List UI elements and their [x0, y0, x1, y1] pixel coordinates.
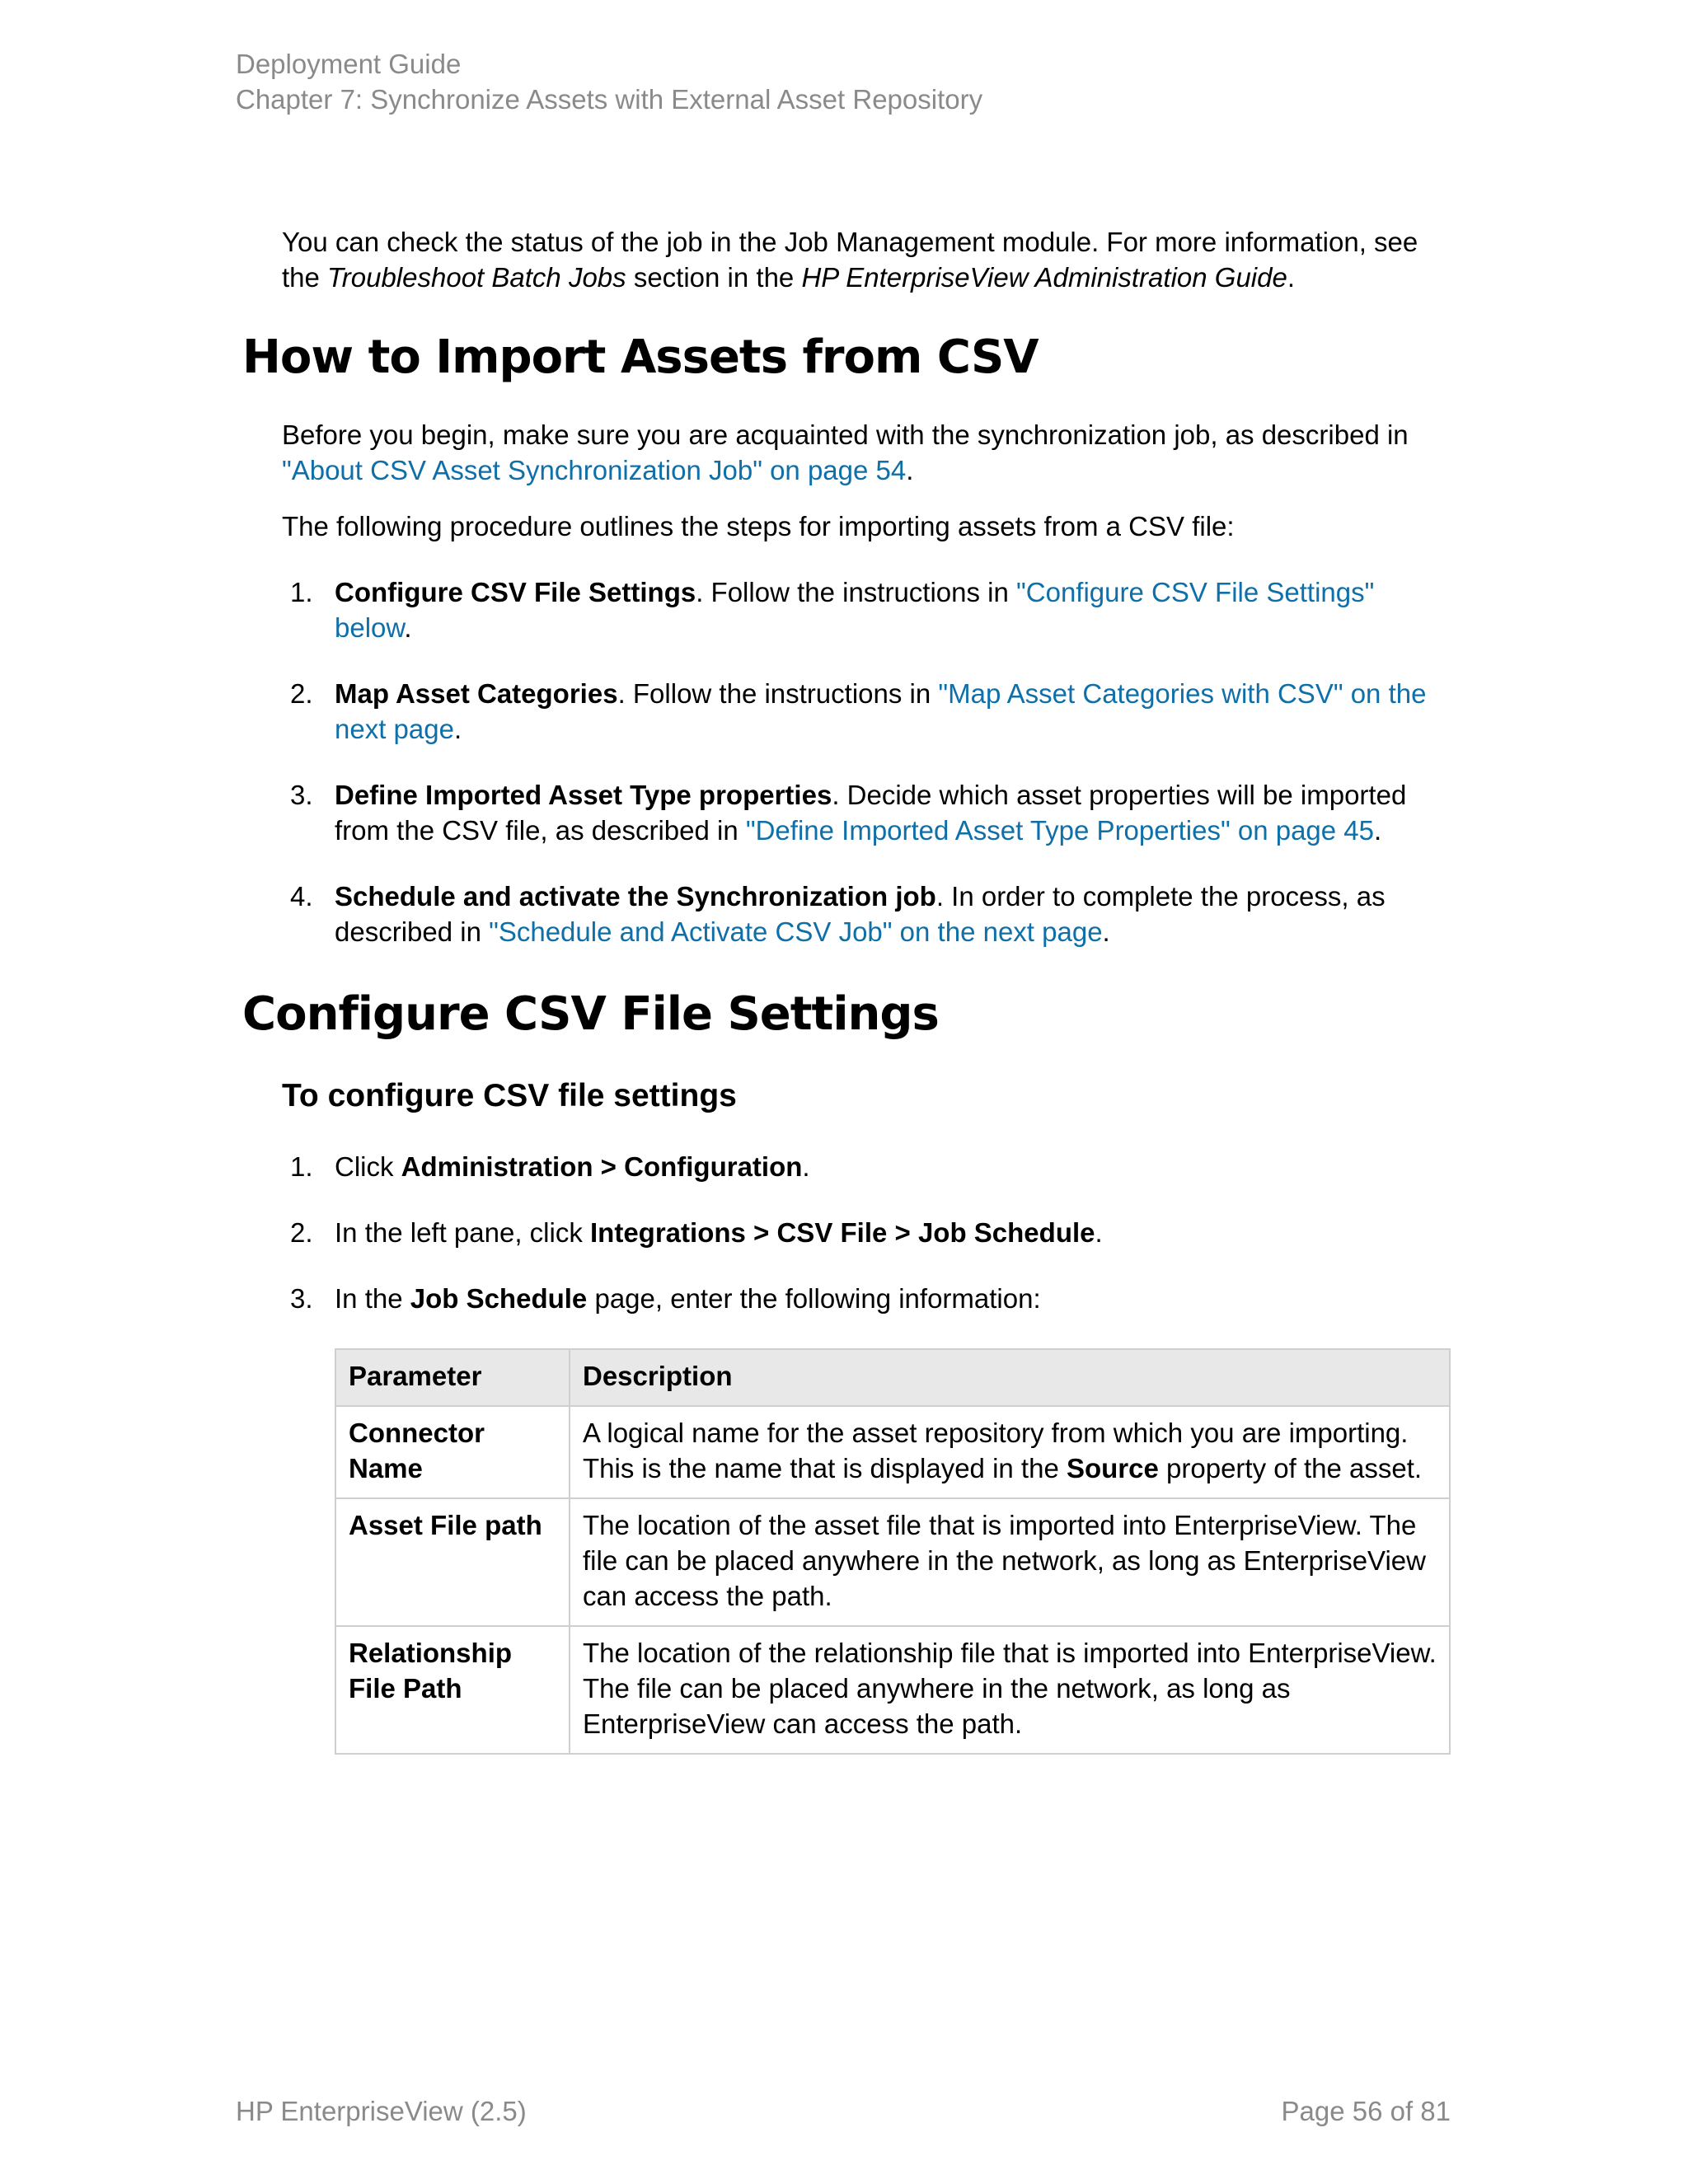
desc-text: A logical name for the asset repository from which you are importing. This is the name that is displayed in the: [583, 1418, 1409, 1483]
step-pre: In the: [335, 1283, 410, 1314]
step-post: .: [1095, 1217, 1103, 1248]
step-post: .: [802, 1151, 810, 1182]
table-header-row: [335, 1349, 1450, 1406]
link-define-asset-type-properties[interactable]: "Define Imported Asset Type Properties" on page 45: [745, 815, 1375, 846]
step-text: . In order to complete the process, as described in: [335, 881, 1386, 947]
footer-product: HP EnterpriseView (2.5): [236, 2096, 527, 2126]
intro-text-3: .: [1287, 262, 1296, 293]
step-pre: Click: [335, 1151, 401, 1182]
section1-para1-text: Before you begin, make sure you are acquainted with the synchronization job, as described in: [282, 419, 1409, 450]
param-description: [570, 1498, 1450, 1626]
step-pre: In the left pane, click: [335, 1217, 591, 1248]
intro-paragraph: [282, 224, 1452, 295]
step-number: 2.: [290, 678, 313, 709]
column-header-parameter: Parameter: [335, 1349, 570, 1406]
intro-text-1: You can check the status of the job in the Job Management module. For more information, see the: [282, 227, 1418, 293]
param-name: Asset File path: [335, 1498, 570, 1626]
desc-text: The location of the relationship file that is imported into EnterpriseView. The file can be placed anywhere in the network, as long as EnterpriseView can access the path.: [583, 1638, 1437, 1739]
step-end: .: [404, 612, 412, 643]
step-text: . Follow the instructions in: [617, 678, 939, 709]
desc-text: The location of the asset file that is imported into EnterpriseView. The file can be placed anywhere in the network, as long as EnterpriseView can access the path.: [583, 1510, 1426, 1611]
section1-paragraph-1: [282, 417, 1452, 488]
header-chapter-title: Chapter 7: Synchronize Assets with External Asset Repository: [236, 84, 983, 115]
step-number: 2.: [290, 1217, 313, 1248]
param-name: Connector Name: [335, 1406, 570, 1498]
step-post: page, enter the following information:: [587, 1283, 1041, 1314]
step-title: Schedule and activate the Synchronization job: [335, 881, 936, 912]
param-name: Relationship File Path: [335, 1626, 570, 1754]
step-number: 4.: [290, 881, 313, 912]
table-row: [335, 1498, 1450, 1626]
step-end: .: [1374, 815, 1382, 846]
running-header: [236, 46, 982, 117]
step-menu-path: Administration > Configuration: [401, 1151, 803, 1182]
link-about-csv-job[interactable]: "About CSV Asset Synchronization Job" on page 54: [282, 455, 907, 485]
step-text: . Follow the instructions in: [696, 577, 1017, 607]
param-description: [570, 1626, 1450, 1754]
desc-bold: Source: [1066, 1453, 1159, 1483]
link-schedule-activate-csv-job[interactable]: "Schedule and Activate CSV Job" on the next page: [489, 916, 1103, 947]
step-title: Configure CSV File Settings: [335, 577, 696, 607]
intro-italic-2: HP EnterpriseView Administration Guide: [801, 262, 1287, 293]
table-row: [335, 1406, 1450, 1498]
link-map-asset-categories[interactable]: "Map Asset Categories with CSV" on the next page: [335, 678, 1427, 744]
step-number: 3.: [290, 1283, 313, 1314]
table-row: [335, 1626, 1450, 1754]
column-header-description: Description: [570, 1349, 1450, 1406]
step-menu-path: Integrations > CSV File > Job Schedule: [590, 1217, 1095, 1248]
footer-page-number: Page 56 of 81: [1281, 2096, 1451, 2126]
step-title: Map Asset Categories: [335, 678, 618, 709]
intro-text-2: section in the: [626, 262, 802, 293]
step-title: Define Imported Asset Type properties: [335, 780, 832, 810]
section-heading-configure: Configure CSV File Settings: [242, 987, 939, 1041]
step-number: 1.: [290, 1151, 313, 1182]
step-number: 1.: [290, 577, 313, 607]
step-number: 3.: [290, 780, 313, 810]
link-configure-csv-settings[interactable]: "Configure CSV File Settings" below: [335, 577, 1375, 643]
step-text: . Decide which asset properties will be imported from the CSV file, as described in: [335, 780, 1407, 846]
step-page-name: Job Schedule: [410, 1283, 588, 1314]
header-doc-title: Deployment Guide: [236, 49, 462, 79]
param-description: [570, 1406, 1450, 1498]
section1-paragraph-2: The following procedure outlines the steps for importing assets from a CSV file:: [282, 511, 1235, 541]
intro-italic-1: Troubleshoot Batch Jobs: [327, 262, 626, 293]
step-end: .: [453, 714, 462, 744]
section-heading-import: How to Import Assets from CSV: [242, 330, 1039, 384]
desc-text-end: property of the asset.: [1158, 1453, 1423, 1483]
step-end: .: [1102, 916, 1110, 947]
section1-para1-end: .: [906, 455, 914, 485]
subsection-heading: To configure CSV file settings: [282, 1078, 737, 1113]
parameter-table: [335, 1348, 1451, 1755]
